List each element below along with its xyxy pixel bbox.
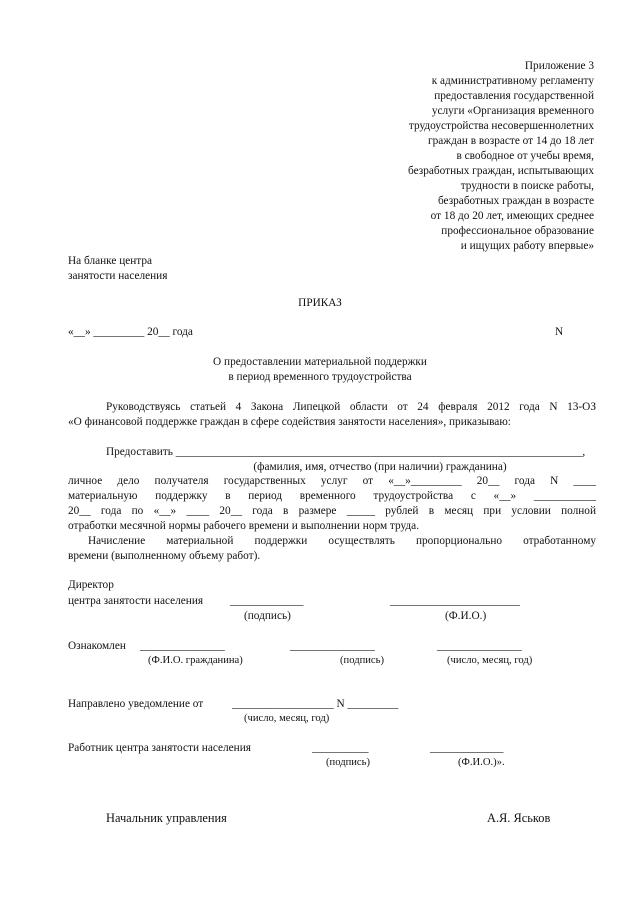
number-label: N	[555, 326, 564, 338]
acquainted-label: Ознакомлен	[68, 640, 126, 652]
appendix-line: профессиональное образование	[441, 225, 594, 237]
acquainted-name-blank: _______________	[140, 640, 225, 652]
document-title: ПРИКАЗ	[298, 297, 342, 309]
appendix-line: трудоустройства несовершеннолетних	[408, 120, 594, 132]
provide-caption: (фамилия, имя, отчество (при наличии) гражданина)	[253, 461, 507, 473]
appendix-line: безработных граждан, испытывающих	[408, 165, 594, 177]
appendix-line: и ищущих работу впервые»	[460, 240, 594, 252]
body-line: личное дело получателя государственных услуг от «__»_________ 20__ года N ____	[68, 475, 596, 487]
signature-caption: (подпись)	[326, 757, 370, 768]
appendix-line: к административному регламенту	[431, 75, 594, 87]
body-line: материальную поддержку в период временного трудоустройства с «__» ___________	[68, 490, 596, 502]
director-title: Директор	[68, 579, 114, 591]
name-caption: (Ф.И.О.)	[445, 610, 487, 622]
director-signature-blank: _____________	[230, 595, 304, 607]
date-caption: (число, месяц, год)	[447, 655, 533, 666]
acquainted-signature-blank: _______________	[290, 640, 375, 652]
appendix-line: трудности в поиске работы,	[460, 180, 594, 192]
acquainted-date-blank: _______________	[437, 640, 522, 652]
worker-signature-blank: __________	[312, 742, 369, 754]
notice-label: Направлено уведомление от	[68, 698, 204, 710]
name-caption: (Ф.И.О.)».	[458, 757, 505, 768]
footer-position: Начальник управления	[106, 811, 227, 825]
letterhead-line: На бланке центра	[68, 255, 153, 267]
preamble-line: «О финансовой поддержке граждан в сфере содействия занятости населения», приказываю:	[68, 416, 511, 428]
accrual-line: Начисление материальной поддержки осуществлять пропорционально отработанному	[88, 535, 596, 547]
worker-label: Работник центра занятости населения	[68, 742, 251, 754]
appendix-line: граждан в возрасте от 14 до 18 лет	[427, 135, 594, 147]
letterhead-line: занятости населения	[68, 270, 168, 282]
accrual-line: времени (выполненному объему работ).	[68, 550, 261, 562]
signature-caption: (подпись)	[340, 655, 384, 666]
appendix-line: от 18 до 20 лет, имеющих среднее	[430, 210, 594, 222]
subject-line: О предоставлении материальной поддержки	[213, 356, 427, 368]
provide-line: Предоставить ________________________________________________________________________,	[106, 446, 586, 458]
body-line: отработки месячной нормы рабочего времени и выполнении норм труда.	[68, 520, 420, 532]
body-line: 20__ года по «__» ____ 20__ года в размере _____ рублей в месяц при условии полной	[68, 505, 596, 517]
preamble-line: Руководствуясь статьей 4 Закона Липецкой области от 24 февраля 2012 года N 13-ОЗ	[106, 401, 596, 413]
appendix-line: Приложение 3	[524, 60, 594, 72]
signature-caption: (подпись)	[244, 610, 291, 622]
appendix-line: безработных граждан в возрасте	[437, 195, 594, 207]
footer-name: А.Я. Яськов	[487, 811, 551, 825]
subject-line: в период временного трудоустройства	[228, 371, 412, 383]
notice-blank: __________________ N _________	[232, 698, 399, 710]
appendix-line: предоставления государственной	[434, 90, 594, 102]
worker-name-blank: _____________	[430, 742, 504, 754]
appendix-line: услуги «Организация временного	[431, 105, 594, 117]
citizen-name-caption: (Ф.И.О. гражданина)	[148, 655, 243, 666]
director-org: центра занятости населения	[68, 595, 204, 607]
date-line: «__» _________ 20__ года	[68, 326, 193, 338]
notice-date-caption: (число, месяц, год)	[244, 713, 330, 724]
appendix-line: в свободное от учебы время,	[456, 150, 594, 162]
director-name-blank: _______________________	[390, 595, 520, 607]
